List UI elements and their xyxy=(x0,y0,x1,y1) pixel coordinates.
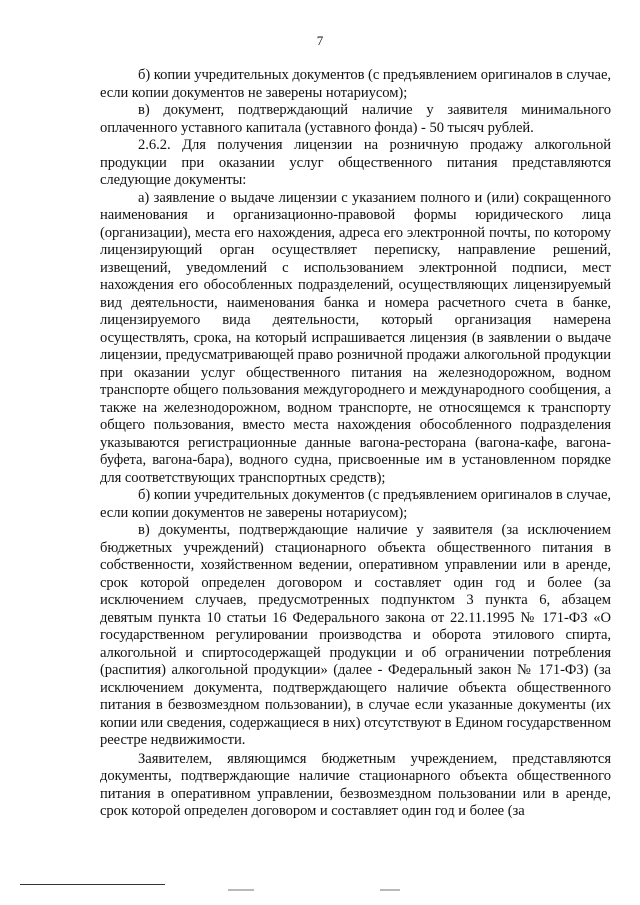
paragraph-budget-institutions: Заявителем, являющимся бюджетным учреждением, представляются документы, подтверждающие наличие стационарного объекта общественного питания в оперативном управлении, безвозмездном пользовании или в аренде, срок которой определен договором и составляет один год и более (за xyxy=(100,750,611,819)
paragraph-2-6-2-heading: 2.6.2. Для получения лицензии на розничную продажу алкогольной продукции при оказании услуг общественного питания представляются следующие документы: xyxy=(100,137,611,188)
scan-artifact-mark xyxy=(228,889,254,891)
scan-artifact-mark xyxy=(380,889,400,891)
footnote-separator-line xyxy=(20,884,165,885)
document-body xyxy=(100,67,611,821)
paragraph-a-license-application: а) заявление о выдаче лицензии с указанием полного и (или) сокращенного наименования и организационно-правовой формы юридического лица (организации), места его нахождения, адреса его электронной почты, по которому лицензирующий орган осуществляет переписку, направление решений, извещений, уведомлений с использованием электронной подписи, мест нахождения его обособленных подразделений, осуществляющих лицензируемый вид деятельности, наименования банка и номера расчетного счета в банке, лицензируемого вида деятельности, который организация намерена осуществлять, срока, на который испрашивается лицензия (в заявлении о выдаче лицензии, предусматривающей право розничной продажи алкогольной продукции при оказании услуг общественного питания на железнодорожном, водном транспорте общего пользования междугороднего и международного сообщения, а также на железнодорожном, водном транспорте, не относящемся к транспорту общего пользования, вместо места нахождения обособленного подразделения указываются регистрационные данные вагона-ресторана (вагона-кафе, вагона-буфета, вагона-бара), водного судна, присвоенные им в установленном порядке для соответствующих транспортных средств); xyxy=(100,189,611,486)
paragraph-b-copies-founding-documents: б) копии учредительных документов (с предъявлением оригиналов в случае, если копии документов не заверены нотариусом); xyxy=(100,67,611,101)
paragraph-b-copies-founding-documents-repeat: б) копии учредительных документов (с предъявлением оригиналов в случае, если копии документов не заверены нотариусом); xyxy=(100,487,611,521)
page-number: 7 xyxy=(316,33,324,48)
paragraph-v-authorized-capital: в) документ, подтверждающий наличие у заявителя минимального оплаченного уставного капитала (уставного фонда) - 50 тысяч рублей. xyxy=(100,102,611,136)
paragraph-v-stationary-catering-object: в) документы, подтверждающие наличие у заявителя (за исключением бюджетных учреждений) стационарного объекта общественного питания в собственности, хозяйственном ведении, оперативном управлении или в аренде, срок которой определен договором и составляет один год и более (за исключением случаев, предусмотренных подпунктом 3 пункта 6, абзацем девятым пункта 10 статьи 16 Федерального закона от 22.11.1995 № 171-ФЗ «О государственном регулировании производства и оборота этилового спирта, алкогольной и спиртосодержащей продукции и об ограничении потребления (распития) алкогольной продукции» (далее - Федеральный закон № 171-ФЗ) (за исключением документа, подтверждающего наличие объекта общественного питания в безвозмездном пользовании), в случае если указанные документы (их копии или сведения, содержащиеся в них) отсутствуют в Едином государственном реестре недвижимости. xyxy=(100,522,612,748)
